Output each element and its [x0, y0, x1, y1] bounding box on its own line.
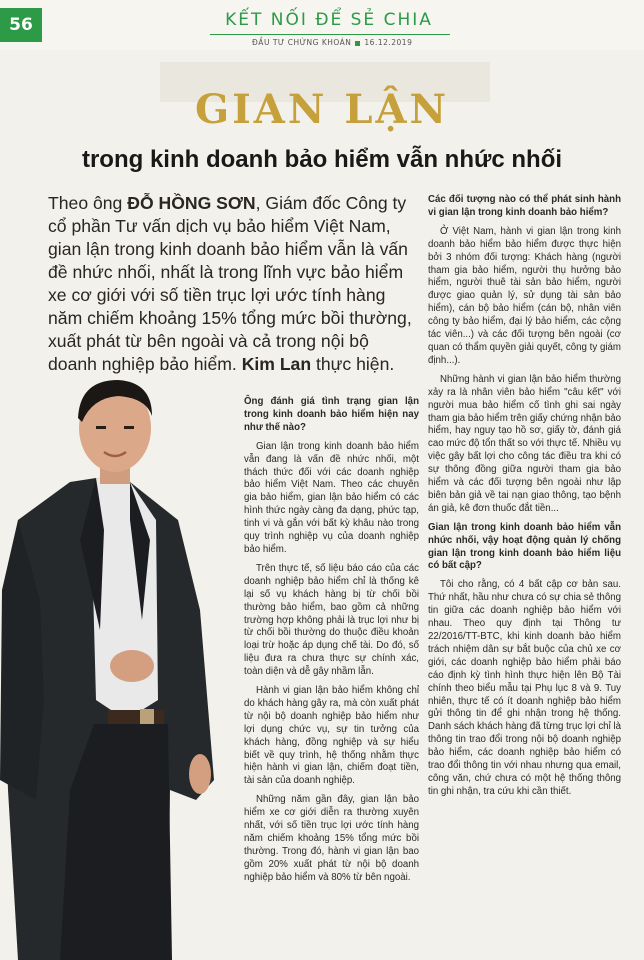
- lead-paragraph: [48, 192, 420, 376]
- article-column-middle: [244, 396, 419, 891]
- publication-name: ĐẦU TƯ CHỨNG KHOÁN: [252, 38, 352, 47]
- body-paragraph: Trên thực tế, số liệu báo cáo của các doanh nghiệp bảo hiểm chỉ là thống kê lại số vụ khách hàng bị từ chối bồi thường bảo hiểm, bao gồm cả những trường hợp không phải là trục lợi như bị từ chối bồi thường do thuộc điều khoản loại trừ hoặc áp dụng chế tài. Do đó, số liệu đưa ra chưa thực sự chính xác, toàn diện và dễ gây nhầm lẫn.: [244, 562, 419, 678]
- question-heading: Các đối tượng nào có thể phát sinh hành vi gian lận trong kinh doanh bảo hiểm?: [428, 194, 621, 218]
- headline: GIAN LẬN: [194, 86, 450, 133]
- publication-date: 16.12.2019: [364, 38, 413, 47]
- question-heading: Ông đánh giá tình trạng gian lận trong kinh doanh bảo hiểm hiện nay như thế nào?: [244, 396, 419, 433]
- publication-line: [252, 38, 412, 47]
- body-paragraph: Gian lận trong kinh doanh bảo hiểm vẫn đang là vấn đề nhức nhối, một thách thức đối với các doanh nghiệp bảo hiểm Việt Nam. Theo các chuyên gia bảo hiểm, gian lận bảo hiểm có các hình thức ngày càng đa dạng, phức tạp, tinh vi và gắn với bất kỳ khâu nào trong quy trình nghiệp vụ của doanh nghiệp bảo hiểm.: [244, 440, 419, 555]
- body-paragraph: Hành vi gian lận bảo hiểm không chỉ do khách hàng gây ra, mà còn xuất phát từ nội bộ doanh nghiệp bảo hiểm như lợi dụng chức vụ, sự tin tưởng của khách hàng, đồng nghiệp và sự hiểu biết về quy trình, hệ thống nhằm thực hiện hành vi gian lận, chiếm đoạt tiền, tài sản của doanh nghiệp.: [244, 685, 419, 787]
- lead-text: Theo ông: [48, 193, 128, 213]
- portrait-photo: [0, 370, 240, 960]
- lead-text: thực hiện.: [311, 354, 395, 374]
- body-paragraph: Những năm gần đây, gian lận bảo hiểm xe cơ giới diễn ra thường xuyên nhất, với số tiền trục lợi ước tính hàng năm chiếm khoảng 15% tổng mức bồi thường. Trong đó, hành vi gian lận bao gồm 20% xuất phát từ nội bộ doanh nghiệp bảo hiểm và 80% từ bên ngoài.: [244, 794, 419, 883]
- question-heading: Gian lận trong kinh doanh bảo hiểm vẫn nhức nhối, vậy hoạt động quản lý chống gian lận trong kinh doanh bảo hiểm liệu có bất cập?: [428, 521, 621, 572]
- header-rule: [210, 34, 450, 35]
- interviewee-name: ĐỖ HỒNG SƠN: [127, 193, 256, 213]
- section-title: KẾT NỐI ĐỂ SẺ CHIA: [225, 10, 433, 30]
- lead-text: , Giám đốc Công ty cổ phần Tư vấn dịch vụ bảo hiểm Việt Nam, gian lận trong kinh doanh bảo hiểm vẫn là vấn đề nhức nhối, nhất là trong lĩnh vực bảo hiểm xe cơ giới với số tiền trục lợi ước tính hàng năm chiếm khoảng 15% tổng mức bồi thường, xuất phát từ bên ngoài và cả trong nội bộ doanh nghiệp bảo hiểm.: [48, 193, 412, 374]
- body-paragraph: Ở Việt Nam, hành vi gian lận trong kinh doanh bảo hiểm bảo hiểm được thực hiện bởi 3 nhóm đối tượng: Khách hàng (người tham gia bảo hiểm, người thụ hưởng bảo hiểm, người thuê tài sản bảo hiểm, người được giao quản lý, sử dụng tài sản bảo hiểm), cán bộ bảo hiểm (cán bộ, nhân viên công ty bảo hiểm, đại lý bảo hiểm, các cộng tác viên...) và các đối tượng bên ngoài (cơ quan có thẩm quyền giải quyết, công ty giám định...).: [428, 225, 621, 366]
- body-paragraph: Những hành vi gian lận bảo hiểm thường xảy ra là nhân viên bảo hiểm "câu kết" với người mua bảo hiểm cố tình ghi sai ngày tham gia bảo hiểm trên giấy chứng nhận bảo hiểm, hay nguy tạo hồ sơ, giấy tờ, đánh giá cao mức độ tổn thất so với thực tế. Nhiều vụ việc gây bất lợi cho công tác điều tra khi có sự thông đồng giữa người tham gia bảo hiểm và các đối tượng bên ngoài như lập biên bản giả về tai nạn giao thông, tạo bệnh án giả, kê đơn thuốc đắt tiền...: [428, 373, 621, 514]
- subheadline: trong kinh doanh bảo hiểm vẫn nhức nhối: [81, 146, 563, 173]
- body-paragraph: Tôi cho rằng, có 4 bất cập cơ bản sau. Thứ nhất, hầu như chưa có sự chia sẻ thông tin giữa các doanh nghiệp bảo hiểm với nhau. Theo quy định tại Thông tư 22/2016/TT-BTC, khi kinh doanh bảo hiểm trách nhiệm dân sự bắt buộc của chủ xe cơ giới, các doanh nghiệp bảo hiểm phải báo cáo định kỳ tình hình thực hiện lên Bộ Tài chính theo biểu mẫu tại Phụ lục 8 và 9. Tuy nhiên, thực tế có ít doanh nghiệp bảo hiểm gửi thông tin để ghi nhận trong hệ thống. Danh sách khách hàng đã từng trục lợi chỉ là thông tin trao đổi trong nội bộ doanh nghiệp bảo hiểm, các doanh nghiệp bảo hiểm có trao đổi thông tin với nhau nhưng qua email, công văn, chứ chưa có một hệ thống thông tin ghi nhận, tra cứu khi cần thiết.: [428, 579, 621, 797]
- author-name: Kim Lan: [241, 354, 312, 374]
- separator-square-icon: [355, 41, 360, 46]
- page-number: 56: [0, 8, 42, 42]
- article-column-right: [428, 194, 621, 805]
